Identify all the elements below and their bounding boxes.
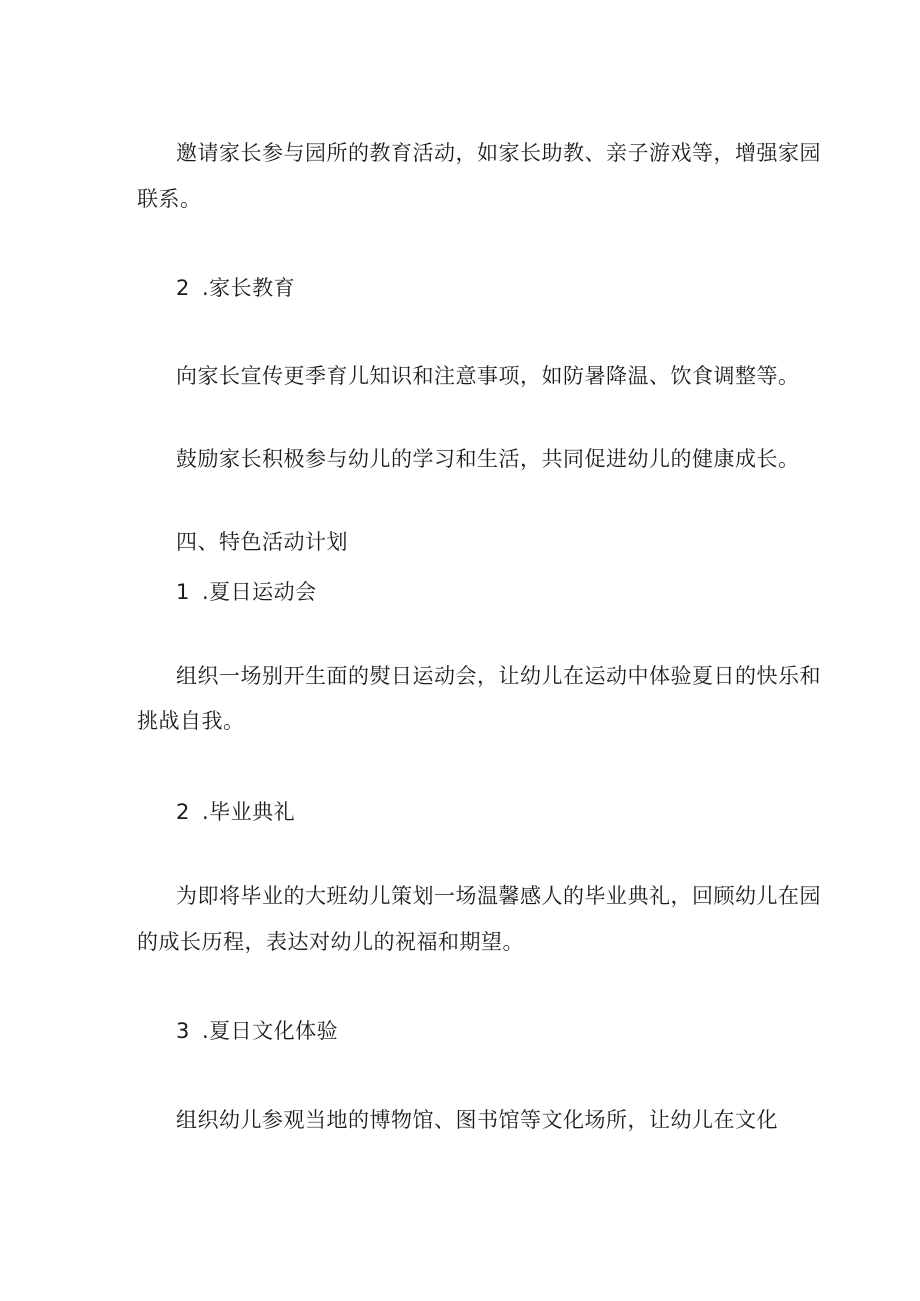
heading-number: 2 — [176, 276, 190, 300]
paragraph-sports-line-2: 挑战自我。 — [137, 709, 245, 733]
paragraph-parent-participation-line-1: 邀请家长参与园所的教育活动，如家长助教、亲子游戏等，增强家园 — [176, 141, 821, 165]
heading-summer-sports — [176, 577, 317, 607]
paragraph-sports-line-1: 组织一场别开生面的熨日运动会，让幼儿在运动中体验夏日的快乐和 — [176, 664, 821, 688]
paragraph-parent-participation-line-2: 联系。 — [137, 187, 202, 211]
heading-parent-education — [176, 273, 295, 303]
paragraph-culture-line-1: 组织幼儿参观当地的博物馆、图书馆等文化场所，让幼儿在文化 — [176, 1108, 778, 1132]
heading-text: .家长教育 — [202, 276, 296, 300]
paragraph-graduation-line-1: 为即将毕业的大班幼儿策划一场温馨感人的毕业典礼，回顾幼儿在园 — [176, 884, 821, 908]
heading-number: 3 — [176, 1019, 190, 1043]
paragraph-parent-education: 向家长宣传更季育儿知识和注意事项，如防暑降温、饮食调整等。 — [176, 364, 800, 388]
heading-text: .夏日文化体验 — [202, 1019, 339, 1043]
heading-text: .毕业典礼 — [202, 800, 296, 824]
paragraph-graduation-line-2: 的成长历程，表达对幼儿的祝福和期望。 — [137, 930, 524, 954]
heading-graduation — [176, 797, 295, 827]
heading-text: .夏日运动会 — [202, 580, 317, 604]
heading-summer-culture — [176, 1016, 338, 1046]
heading-number: 2 — [176, 800, 190, 824]
paragraph-encourage-parents: 鼓励家长积极参与幼儿的学习和生活，共同促进幼儿的健康成长。 — [176, 447, 800, 471]
heading-special-activities: 四、特色活动计划 — [176, 530, 348, 554]
heading-number: 1 — [176, 580, 190, 604]
